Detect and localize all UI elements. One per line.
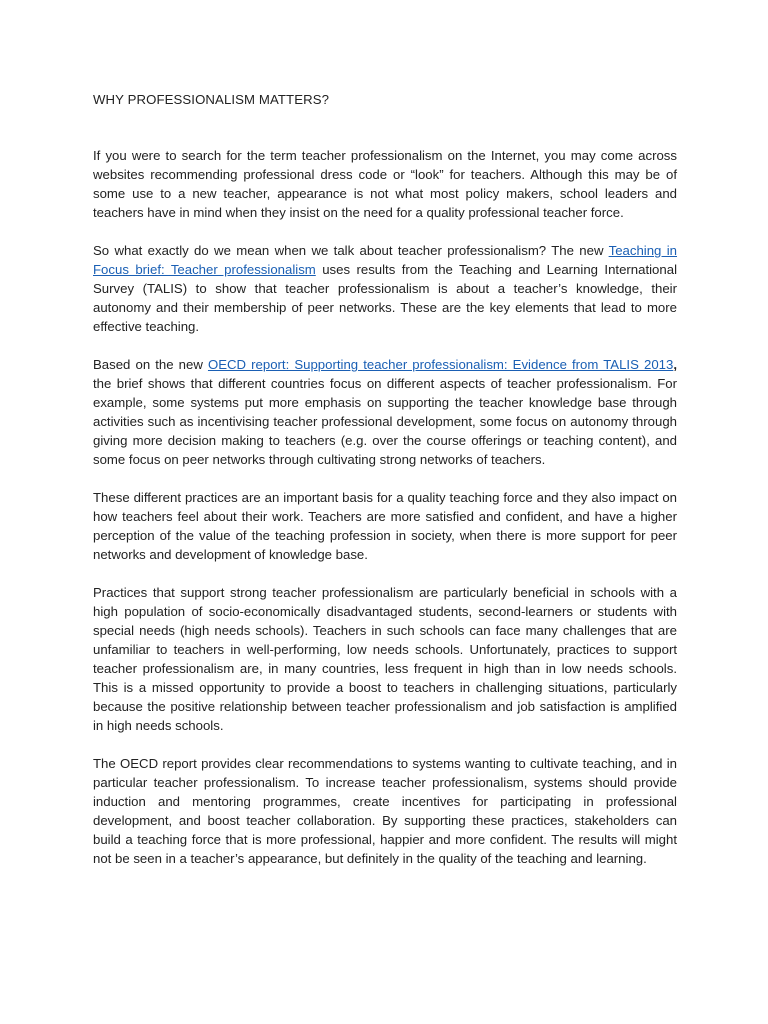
document-title: WHY PROFESSIONALISM MATTERS? <box>93 92 330 107</box>
paragraph-oecd-report-comma: , <box>673 357 677 372</box>
paragraph-oecd-report <box>93 355 677 469</box>
paragraph-definition-text-end: uses results from the Teaching and Learning International Survey (TALIS) to show that teacher professionalism is about a teacher’s knowledge, their autonomy and their membership of peer networks. These are the key elements that lead to more effective teaching. <box>93 262 677 334</box>
oecd-report-link[interactable]: OECD report: Supporting teacher professionalism: Evidence from TALIS 2013 <box>207 357 674 372</box>
teaching-in-focus-brief-link[interactable]: Teaching in Focus brief: Teacher professionalism <box>93 243 678 277</box>
paragraph-intro: If you were to search for the term teacher professionalism on the Internet, you may come across websites recommending professional dress code or “look” for teachers. Although this may be of some use to a new teacher, appearance is not what most policy makers, school leaders and teachers have in mind when they insist on the need for a quality professional teacher force. <box>93 148 677 220</box>
paragraph-recommendations: The OECD report provides clear recommendations to systems wanting to cultivate teaching, and in particular teacher professionalism. To increase teacher professionalism, systems should provide induction and mentoring programmes, create incentives for participating in professional development, and boost teacher collaboration. By supporting these practices, stakeholders can build a teaching force that is more professional, happier and more confident. The results will might not be seen in a teacher’s appearance, but definitely in the quality of the teaching and learning. <box>93 756 677 866</box>
paragraph-practices-basis: These different practices are an important basis for a quality teaching force and they also impact on how teachers feel about their work. Teachers are more satisfied and confident, and have a higher perception of the value of the teaching profession in society, when there is more support for peer networks and development of knowledge base. <box>93 490 677 562</box>
paragraph-oecd-report-text-start: Based on the new <box>93 357 208 372</box>
paragraph-oecd-report-text-end: the brief shows that different countries focus on different aspects of teacher professionalism. For example, some systems put more emphasis on supporting the teacher knowledge base through activities such as incentivising teacher professional development, some focus on autonomy through giving more decision making to teachers (e.g. over the course offerings or teaching content), and some focus on peer networks through cultivating strong networks of teachers. <box>93 376 677 467</box>
paragraph-high-needs-schools: Practices that support strong teacher professionalism are particularly beneficial in schools with a high population of socio-economically disadvantaged students, second-learners or students with special needs (high needs schools). Teachers in such schools can face many challenges that are unfamiliar to teachers in well-performing, low needs schools. Unfortunately, practices to support teacher professionalism are, in many countries, less frequent in high than in low needs schools. This is a missed opportunity to provide a boost to teachers in challenging situations, particularly because the positive relationship between teacher professionalism and job satisfaction is amplified in high needs schools. <box>93 585 677 733</box>
paragraph-definition <box>93 241 677 336</box>
paragraph-definition-text-start: So what exactly do we mean when we talk about teacher professionalism? The new <box>93 243 609 258</box>
document-page <box>93 90 677 887</box>
